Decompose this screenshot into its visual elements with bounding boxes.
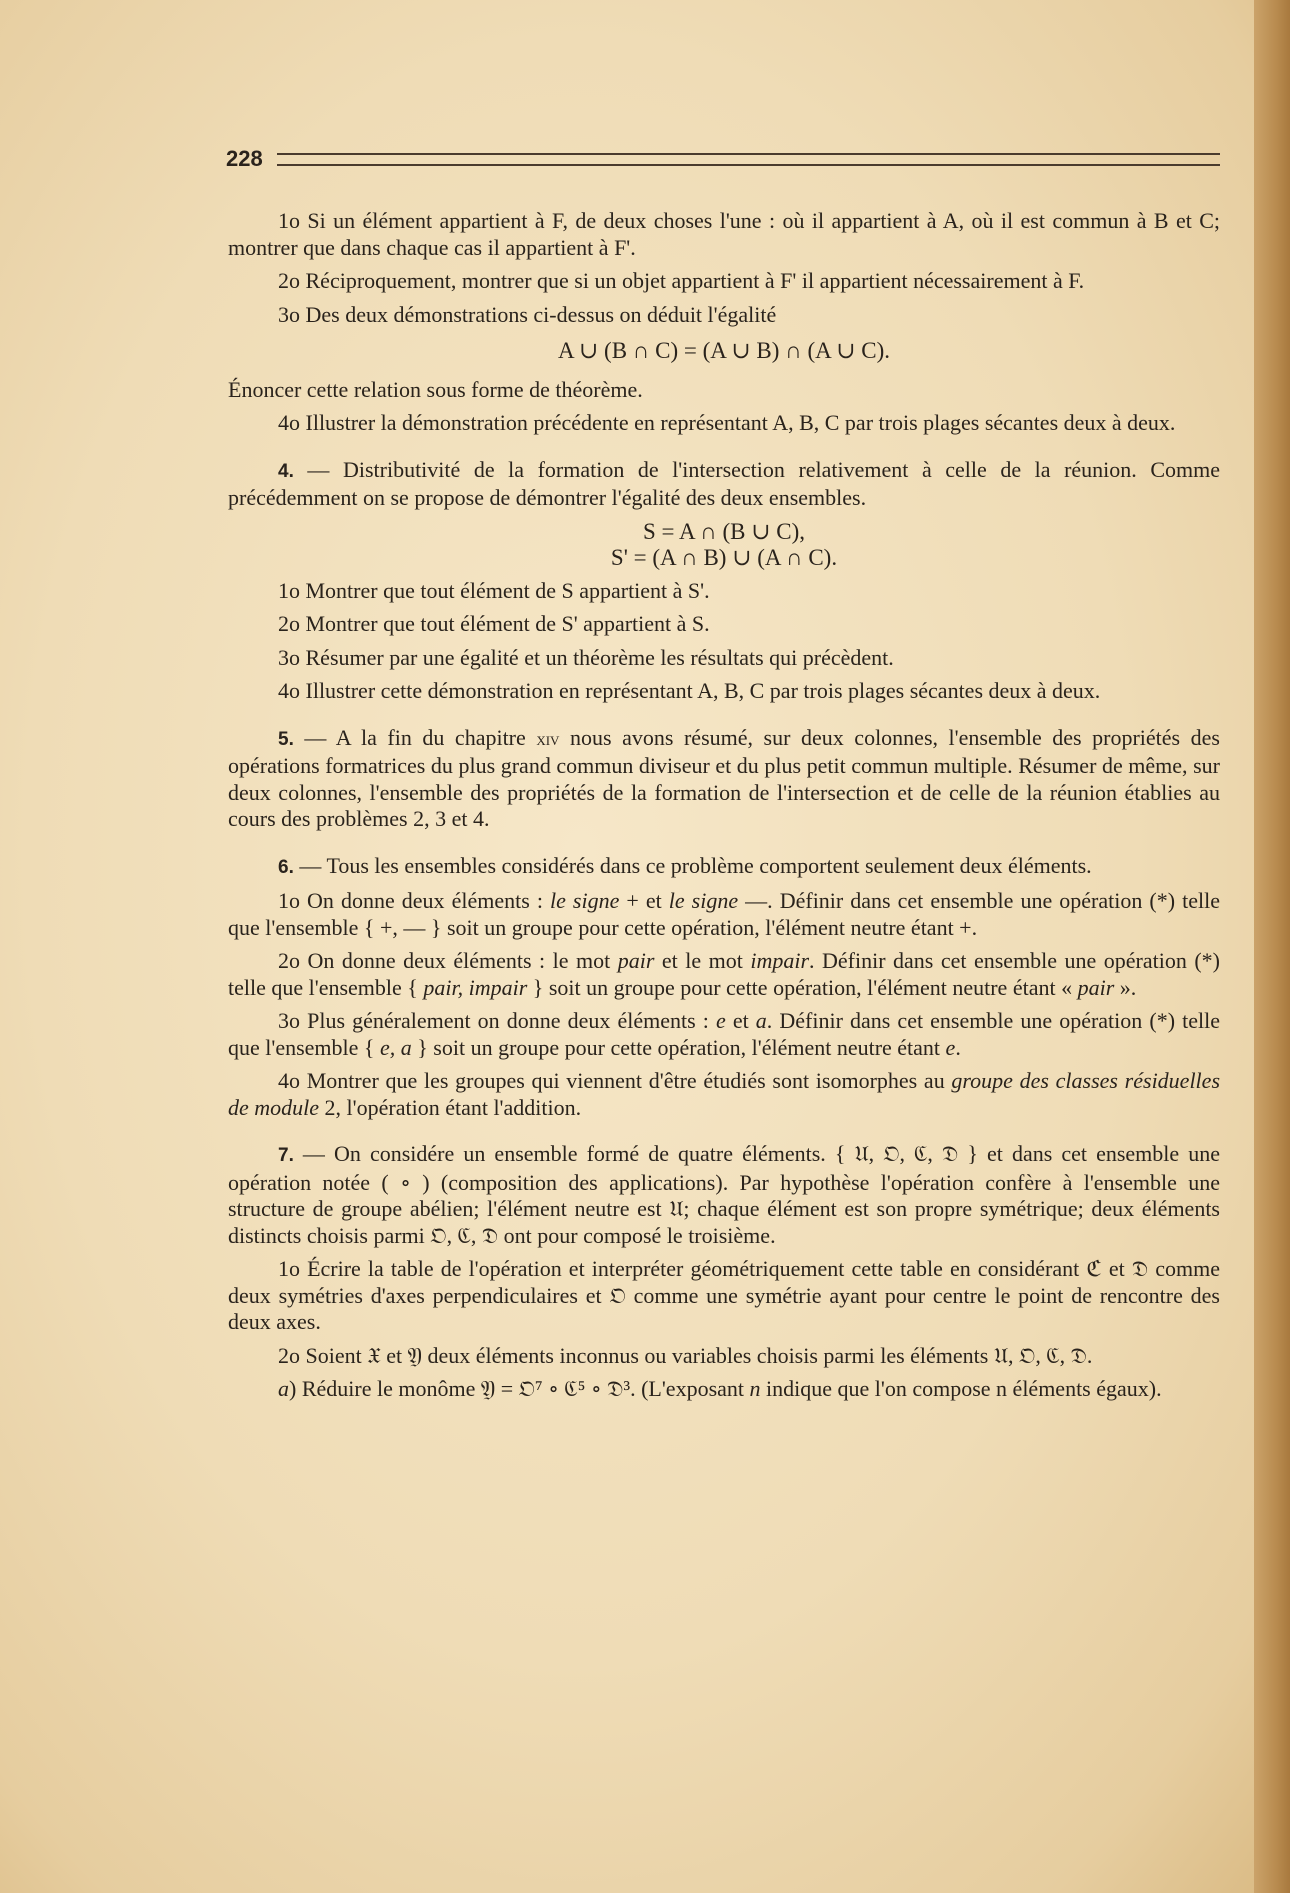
text-part: + et bbox=[619, 888, 669, 913]
problem4-formula-2: S' = (A ∩ B) ∪ (A ∩ C). bbox=[610, 545, 838, 570]
problem7-number: 7. bbox=[278, 1145, 294, 1166]
problem6-number: 6. bbox=[278, 856, 294, 878]
italic-term: e, a bbox=[379, 1034, 412, 1060]
problem4-formula-1: S = A ∩ (B ∪ C), bbox=[643, 518, 805, 544]
problem7-question-a bbox=[228, 1376, 1220, 1403]
text-part: 1o On donne deux éléments : bbox=[278, 888, 550, 913]
text-part: . bbox=[955, 1034, 961, 1060]
text-part: ) Réduire le monôme 𝔜 = 𝔒⁷ ∘ ℭ⁵ ∘ 𝔇³. (L'exposant bbox=[289, 1376, 750, 1401]
problem6-question-1 bbox=[228, 888, 1220, 941]
problem4-intro-text: — Distributivité de la formation de l'intersection relativement à celle de la réunion. Comme précédemment on se propose de démontrer l'égalité des deux ensembles. bbox=[228, 456, 1220, 510]
italic-term: n bbox=[749, 1376, 761, 1401]
problem3-question-2: 2o Réciproquement, montrer que si un objet appartient à F' il appartient nécessairement à F. bbox=[278, 268, 1085, 293]
header-rule bbox=[277, 153, 1220, 166]
italic-term: pair bbox=[617, 948, 655, 973]
text-part: 2, l'opération étant l'addition. bbox=[319, 1094, 582, 1120]
text-part: et bbox=[725, 1008, 756, 1033]
book-spine-edge bbox=[1254, 0, 1290, 1893]
italic-term: le signe bbox=[668, 888, 739, 913]
page-header bbox=[226, 144, 1220, 174]
problem7-question-1: 1o Écrire la table de l'opération et interpréter géométriquement cette table en considérant ℭ et 𝔇 comme deux symétries d'axes perpendiculaires et 𝔒 comme une symétrie ayant pour centre le point de rencontre des deux axes. bbox=[228, 1256, 1220, 1334]
italic-term: pair bbox=[1077, 974, 1115, 1000]
problem6-intro bbox=[228, 853, 1220, 882]
text-part: } soit un groupe pour cette opération, l'élément neutre étant « bbox=[527, 974, 1078, 1000]
text-part: ». bbox=[1114, 974, 1137, 1000]
page-body bbox=[228, 208, 1220, 1410]
problem6-intro-text: — Tous les ensembles considérés dans ce problème comportent seulement deux éléments. bbox=[293, 852, 1092, 878]
problem3-formula: A ∪ (B ∩ C) = (A ∪ B) ∩ (A ∪ C). bbox=[557, 338, 891, 363]
text-part: —. Définir dans cet ensemble une opération (*) telle que l'ensemble { +, — } soit un groupe pour cette opération, l'élément neutre étant +. bbox=[228, 888, 1220, 940]
problem7-intro bbox=[228, 1141, 1220, 1249]
italic-term: e bbox=[945, 1034, 956, 1060]
text-part: et le mot bbox=[654, 948, 751, 973]
problem4-question-1: 1o Montrer que tout élément de S appartient à S'. bbox=[278, 577, 710, 603]
italic-term: le signe bbox=[549, 888, 620, 913]
italic-term: groupe des classes résiduelles de module bbox=[228, 1068, 1220, 1120]
problem3-question-3: 3o Des deux démonstrations ci-dessus on déduit l'égalité bbox=[278, 301, 777, 327]
problem3-question-4: 4o Illustrer la démonstration précédente en représentant A, B, C par trois plages sécantes deux à deux. bbox=[278, 410, 1176, 435]
problem4-question-2: 2o Montrer que tout élément de S' appartient à S. bbox=[278, 611, 710, 636]
italic-term: pair, impair bbox=[423, 974, 528, 1000]
italic-term: e bbox=[715, 1008, 726, 1033]
problem5-text-part: — A la fin du chapitre bbox=[293, 724, 537, 750]
problem7-question-2: 2o Soient 𝔛 et 𝔜 deux éléments inconnus ou variables choisis parmi les éléments 𝔘, 𝔒, ℭ, 𝔇. bbox=[278, 1342, 1093, 1368]
problem4-question-3: 3o Résumer par une égalité et un théorème les résultats qui précèdent. bbox=[278, 644, 894, 670]
problem4-number: 4. bbox=[278, 460, 294, 482]
problem5-text bbox=[228, 725, 1220, 833]
italic-term: a bbox=[278, 1376, 289, 1401]
text-part: 3o Plus généralement on donne deux éléments : bbox=[278, 1008, 716, 1033]
problem6-question-4 bbox=[228, 1068, 1220, 1121]
problem3-statement: Énoncer cette relation sous forme de théorème. bbox=[228, 376, 643, 402]
page-number: 228 bbox=[226, 146, 263, 171]
chapter-numeral: xiv bbox=[536, 728, 560, 749]
problem5-number: 5. bbox=[278, 728, 294, 750]
problem7-intro-text: — On considére un ensemble formé de quatre éléments. { 𝔘, 𝔒, ℭ, 𝔇 } et dans cet ensemble une opération notée ( ∘ ) (composition des applications). Par hypothèse l'opération confère à l'ensemble une structure de groupe abélien; l'élément neutre est 𝔘; chaque élément est son propre symétrique; deux éléments distincts choisis parmi 𝔒, ℭ, 𝔇 ont pour composé le troisième. bbox=[228, 1141, 1220, 1248]
problem4-intro bbox=[228, 457, 1220, 512]
italic-term: a bbox=[755, 1008, 767, 1033]
problem3-question-1: 1o Si un élément appartient à F, de deux choses l'une : où il appartient à A, où il est commun à B et C; montrer que dans chaque cas il appartient à F'. bbox=[228, 208, 1220, 260]
problem4-question-4: 4o Illustrer cette démonstration en représentant A, B, C par trois plages sécantes deux à deux. bbox=[278, 678, 1101, 703]
problem4-formulas bbox=[228, 519, 1220, 572]
problem6-question-3 bbox=[228, 1008, 1220, 1061]
problem6-question-2 bbox=[228, 948, 1220, 1001]
text-part: 2o On donne deux éléments : le mot bbox=[278, 948, 618, 973]
text-part: indique que l'on compose n éléments égaux). bbox=[760, 1376, 1162, 1401]
italic-term: impair bbox=[750, 948, 810, 973]
text-part: . Définir dans cet ensemble une opération (*) telle que l'ensemble { bbox=[228, 1008, 1220, 1060]
text-part: 4o Montrer que les groupes qui viennent d'être étudiés sont isomorphes au bbox=[278, 1068, 952, 1093]
text-part: . Définir dans cet ensemble une opération (*) telle que l'ensemble { bbox=[228, 948, 1221, 1000]
problem5-text-part: nous avons résumé, sur deux colonnes, l'ensemble des propriétés des opérations formatrices du plus grand commun diviseur et du plus petit commun multiple. Résumer de même, sur deux colonnes, l'ensemble des propriétés de la formation de l'intersection et de celle de la réunion établies au cours des problèmes 2, 3 et 4. bbox=[228, 724, 1220, 831]
text-part: } soit un groupe pour cette opération, l'élément neutre étant bbox=[411, 1034, 946, 1060]
